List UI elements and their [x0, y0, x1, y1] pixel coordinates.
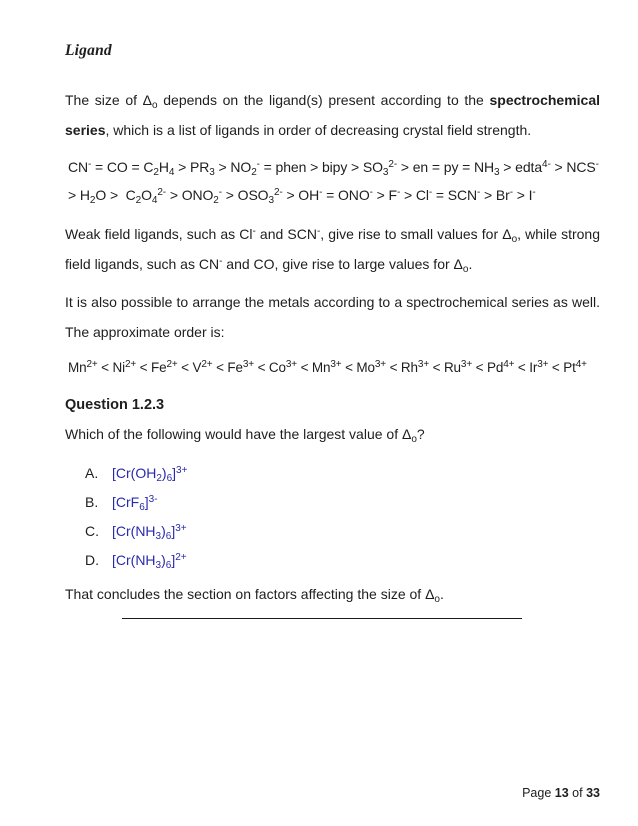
option-a-letter: A. [85, 465, 99, 481]
option-a [85, 459, 600, 488]
page-label: Page [522, 786, 552, 800]
option-b [85, 488, 600, 517]
option-d [85, 546, 600, 575]
option-b-letter: B. [85, 494, 99, 510]
option-c-formula: $[Cr(NH_3)_6]^{3+}$ [112, 523, 187, 542]
section-heading: Ligand [65, 42, 112, 59]
option-b-formula: $[CrF_6]^{3-}$ [112, 494, 158, 513]
option-c [85, 517, 600, 546]
option-c-letter: C. [85, 523, 99, 539]
closing-paragraph: That concludes the section on factors affecting the size of $\Delta_o$. [65, 586, 444, 605]
section-divider-line [122, 618, 522, 619]
page-number: 13 [554, 786, 569, 800]
page-content [65, 42, 600, 619]
total-pages: 33 [586, 786, 600, 800]
metal-series-intro-paragraph: It is also possible to arrange the metals according to a spectrochemical series as well. The approximate order is: [65, 294, 600, 340]
page-footer [522, 786, 600, 800]
intro-paragraph: The size of $\Delta_o$ depends on the ligand(s) present according to the spectrochemical series, which is a list of ligands in order of decreasing crystal field strength. [65, 92, 601, 138]
ligand-series-line-2: > $H_2O > C_2O_4^{2-} > ONO_2^- > OSO_3^{2-} > OH^- = ONO^- > F^- > Cl^- = SCN^- > Br^- > I^-$ [68, 187, 536, 206]
ligand-spectrochemical-series [65, 153, 600, 209]
field-strength-paragraph: Weak field ligands, such as Cl- and SCN-, give rise to small values for $\Delta_o$, while strong field ligands, such as CN- and CO, give rise to large values for $\Delta_o$. [65, 226, 601, 275]
option-d-formula: $[Cr(NH_3)_6]^{2+}$ [112, 552, 187, 571]
ligand-series-line-1: CN- = CO = $C_2H_4 > PR_3 > NO_2^-$ = phen > bipy > $SO_3^{2-}$ > en = py = $NH_3$ > edta$^{4-}$ > NCS- [68, 159, 599, 178]
option-a-formula: $[Cr(OH_2)_6]^{3+}$ [112, 465, 188, 484]
answer-options [85, 459, 600, 575]
question-title: Question 1.2.3 [65, 397, 165, 413]
question-block [65, 391, 600, 575]
option-d-letter: D. [85, 552, 99, 568]
of-label: of [572, 786, 583, 800]
question-prompt: Which of the following would have the largest value of $\Delta_o$? [65, 426, 425, 445]
metal-spectrochemical-series: $Mn^{2+} < Ni^{2+} < Fe^{2+} < V^{2+} < Fe^{3+} < Co^{3+} < Mn^{3+} < Mo^{3+} < Rh^{3+} < Ru^{3+} < Pd^{4+} < Ir^{3+} < Pt^{4+}$ [68, 359, 587, 375]
